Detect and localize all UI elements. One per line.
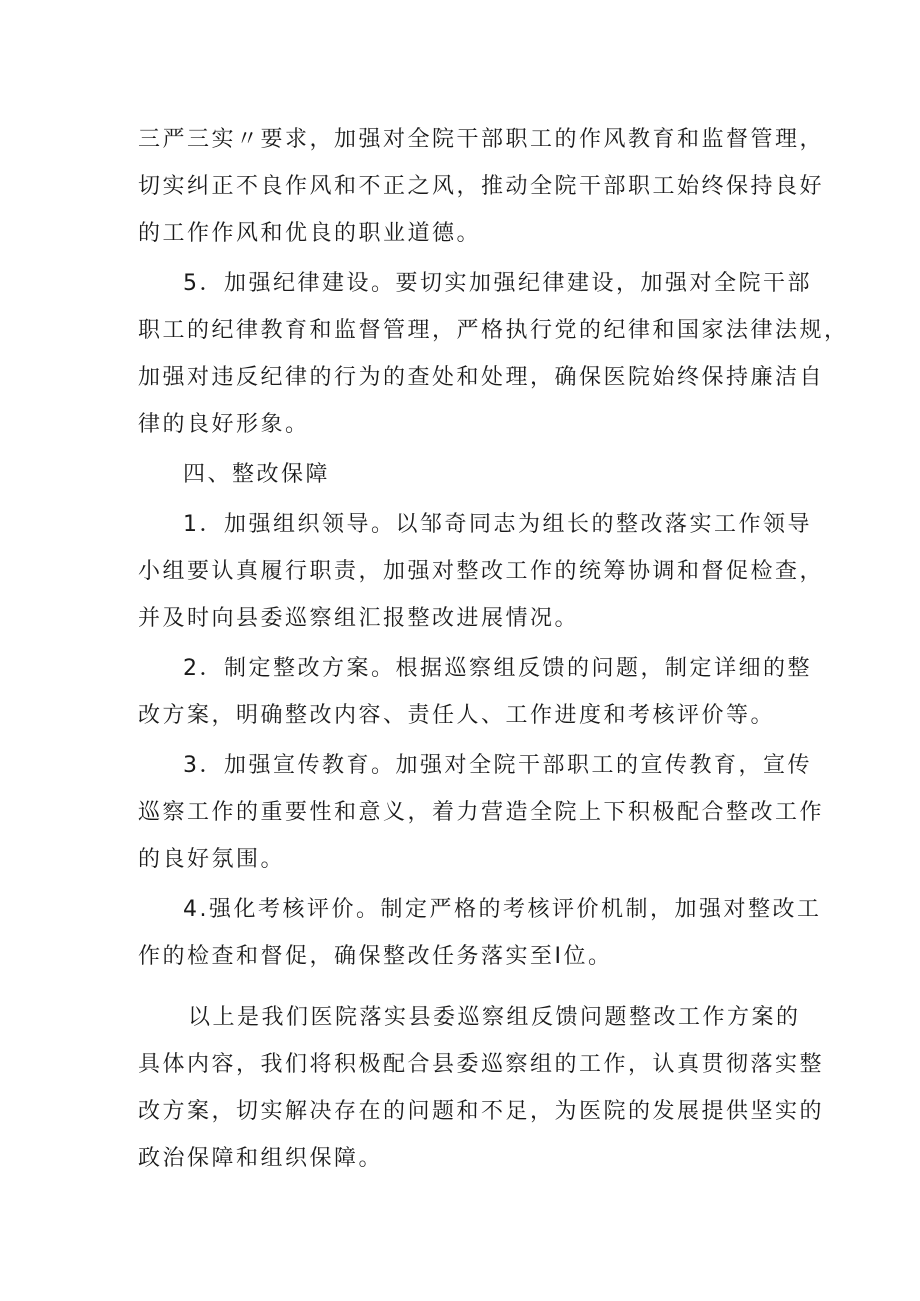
text-line: 5．加强纪律建设。要切实加强纪律建设，加强对全院干部 [183, 271, 812, 296]
text-line: 三严三实〃要求，加强对全院干部职工的作风教育和监督管理， [138, 127, 825, 152]
text-line: 改方案，切实解决存在的问题和不足，为医院的发展提供坚实的 [138, 1099, 825, 1124]
text-line: 并及时向县委巡察组汇报整改进展情况。 [138, 606, 580, 631]
text-line: 律的良好形象。 [138, 412, 310, 437]
text-line: 以上是我们医院落实县委巡察组反馈问题整改工作方案的 [188, 1005, 801, 1030]
text-line: 具体内容，我们将积极配合县委巡察组的工作，认真贯彻落实整 [138, 1052, 825, 1077]
section-heading: 四、整改保障 [183, 462, 331, 487]
text-line: 3．加强宣传教育。加强对全院干部职工的宣传教育，宣传 [183, 753, 812, 778]
text-line: 巡察工作的重要性和意义，着力营造全院上下积极配合整改工作 [138, 800, 825, 825]
text-line: 作的检查和督促，确保整改任务落实至I位。 [138, 944, 613, 969]
text-line: 1．加强组织领导。以邹奇同志为组长的整改落实工作领导 [183, 512, 812, 537]
text-line: 改方案，明确整改内容、责任人、工作进度和考核评价等。 [138, 703, 776, 728]
text-line: 加强对违反纪律的行为的查处和处理，确保医院始终保持廉洁自 [138, 365, 825, 390]
text-line: 2．制定整改方案。根据巡察组反馈的问题，制定详细的整 [183, 656, 812, 681]
text-line: 政治保障和组织保障。 [138, 1146, 384, 1171]
text-line: 职工的纪律教育和监督管理，严格执行党的纪律和国家法律法规， [138, 318, 849, 343]
text-line: 切实纠正不良作风和不正之风，推动全院干部职工始终保持良好 [138, 174, 825, 199]
text-line: 的工作作风和优良的职业道德。 [138, 221, 482, 246]
text-line: 的良好氛围。 [138, 847, 286, 872]
text-line: 小组要认真履行职责，加强对整改工作的统筹协调和督促检查， [138, 559, 825, 584]
text-line: 4.强化考核评价。制定严格的考核评价机制，加强对整改工 [183, 897, 822, 922]
